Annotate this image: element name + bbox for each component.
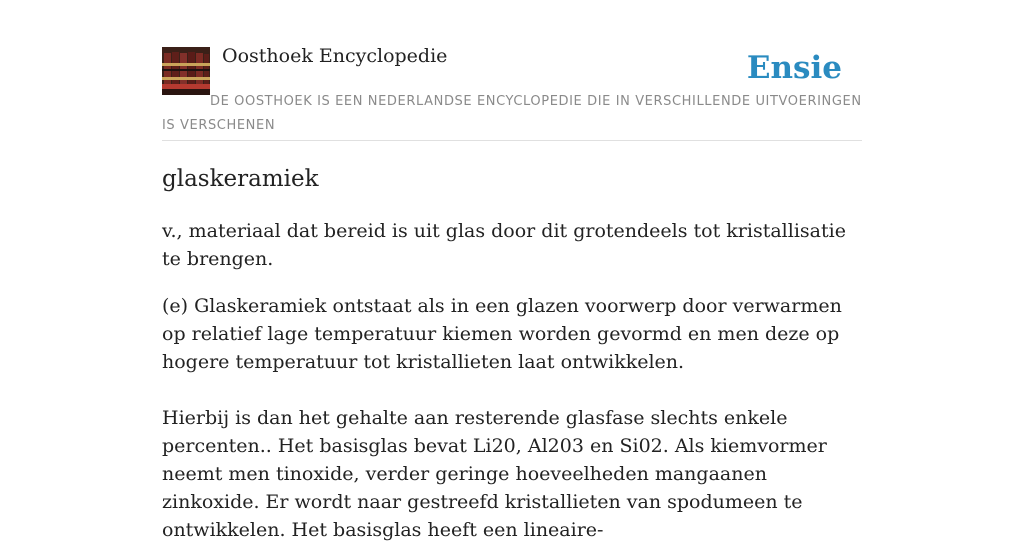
publication-name[interactable]: Oosthoek Encyclopedie <box>222 45 448 67</box>
article-paragraph: (e) Glaskeramiek ontstaat als in een glazen voorwerp door verwarmen op relatief lage temperatuur kiemen worden gevormd en men deze op hogere temperatuur tot kristallieten laat ontwikkelen. <box>162 295 842 373</box>
page-header <box>162 0 862 141</box>
avatar[interactable] <box>162 47 210 95</box>
encyclopedia-books-icon <box>162 47 210 95</box>
article-body <box>162 217 862 544</box>
publication-description: DE OOSTHOEK IS EEN NEDERLANDSE ENCYCLOPEDIE DIE IN VERSCHILLENDE UITVOERINGEN IS VERSCHENEN <box>162 94 862 133</box>
article <box>162 163 862 544</box>
article-title: glaskeramiek <box>162 166 319 192</box>
article-definition: v., materiaal dat bereid is uit glas door dit grotendeels tot kristallisatie te brengen. <box>162 220 846 270</box>
article-paragraph: Hierbij is dan het gehalte aan resterende glasfase slechts enkele percenten.. Het basisglas bevat Li20, Al203 en Si02. Als kiemvormer neemt men tinoxide, verder geringe hoeveelheden mangaanen zinkoxide. Er wordt naar gestreefd kristallieten van spodumeen te ontwikkelen. Het basisglas heeft een lineaire- <box>162 407 827 541</box>
page <box>162 0 862 541</box>
brand-logo[interactable]: Ensie <box>746 50 842 86</box>
